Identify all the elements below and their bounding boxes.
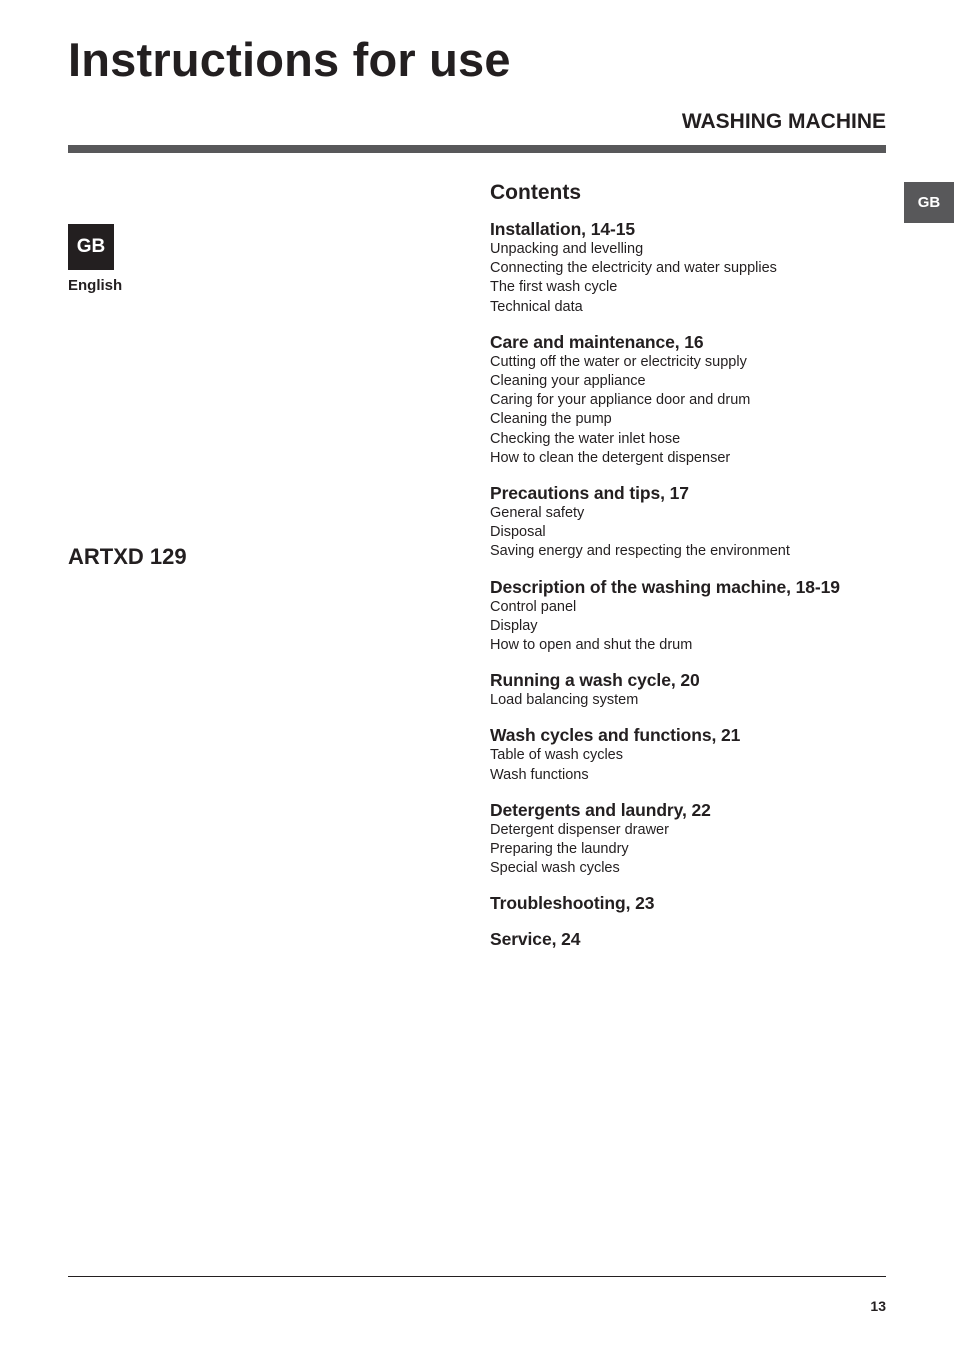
page-number: 13 — [870, 1298, 886, 1314]
toc-subitem: Load balancing system — [490, 692, 639, 709]
toc-subitem: Control panel — [490, 598, 577, 615]
toc-subitem: Cutting off the water or electricity supply — [490, 353, 747, 370]
toc-subitem: Table of wash cycles — [490, 747, 623, 764]
toc-section-title: Detergents and laundry, 22 — [490, 799, 711, 820]
toc-subitem: How to clean the detergent dispenser — [490, 449, 731, 466]
toc-subitem: Special wash cycles — [490, 860, 620, 877]
table-of-contents — [490, 179, 890, 964]
model-number: ARTXD 129 — [68, 544, 187, 569]
toc-section — [490, 724, 890, 784]
toc-section — [490, 482, 890, 562]
page-title: Instructions for use — [68, 33, 511, 86]
footer-divider — [68, 1276, 886, 1277]
product-type-heading: WASHING MACHINE — [681, 110, 886, 133]
toc-section-title: Installation, 14-15 — [490, 219, 635, 239]
toc-subitem: Technical data — [490, 298, 583, 315]
language-side-tab: GB — [904, 182, 954, 223]
toc-section — [490, 892, 890, 914]
header-divider — [68, 145, 886, 153]
toc-subitem: Connecting the electricity and water supplies — [490, 260, 777, 277]
toc-section-title: Precautions and tips, 17 — [490, 483, 689, 504]
toc-section-title: Wash cycles and functions, 21 — [490, 725, 741, 746]
toc-section — [490, 799, 890, 879]
toc-section-title: Running a wash cycle, 20 — [490, 670, 700, 691]
toc-section — [490, 669, 890, 710]
contents-heading: Contents — [490, 181, 581, 204]
toc-subitem: Caring for your appliance door and drum — [490, 392, 751, 409]
toc-subitem: Cleaning your appliance — [490, 373, 646, 390]
toc-subitem: The first wash cycle — [490, 279, 618, 296]
toc-section-title: Care and maintenance, 16 — [490, 331, 704, 352]
toc-subitem: Disposal — [490, 524, 546, 541]
toc-section — [490, 218, 890, 317]
toc-subitem: Detergent dispenser drawer — [490, 821, 669, 838]
toc-section-title: Troubleshooting, 23 — [490, 893, 655, 914]
toc-subitem: Unpacking and levelling — [490, 241, 644, 257]
toc-section-title: Description of the washing machine, 18-19 — [490, 576, 840, 597]
toc-subitem: Wash functions — [490, 766, 589, 783]
toc-sections — [490, 218, 890, 950]
toc-section — [490, 331, 890, 468]
toc-subitem: Saving energy and respecting the environment — [490, 543, 790, 560]
language-label: English — [68, 277, 123, 294]
toc-subitem: How to open and shut the drum — [490, 637, 693, 654]
toc-subitem: Display — [490, 617, 538, 634]
toc-section-title: Service, 24 — [490, 929, 581, 950]
toc-section — [490, 576, 890, 656]
toc-section — [490, 928, 890, 950]
language-badge: GB — [68, 224, 114, 270]
toc-subitem: General safety — [490, 505, 585, 522]
toc-subitem: Checking the water inlet hose — [490, 430, 681, 447]
toc-subitem: Preparing the laundry — [490, 841, 629, 858]
toc-subitem: Cleaning the pump — [490, 411, 612, 428]
